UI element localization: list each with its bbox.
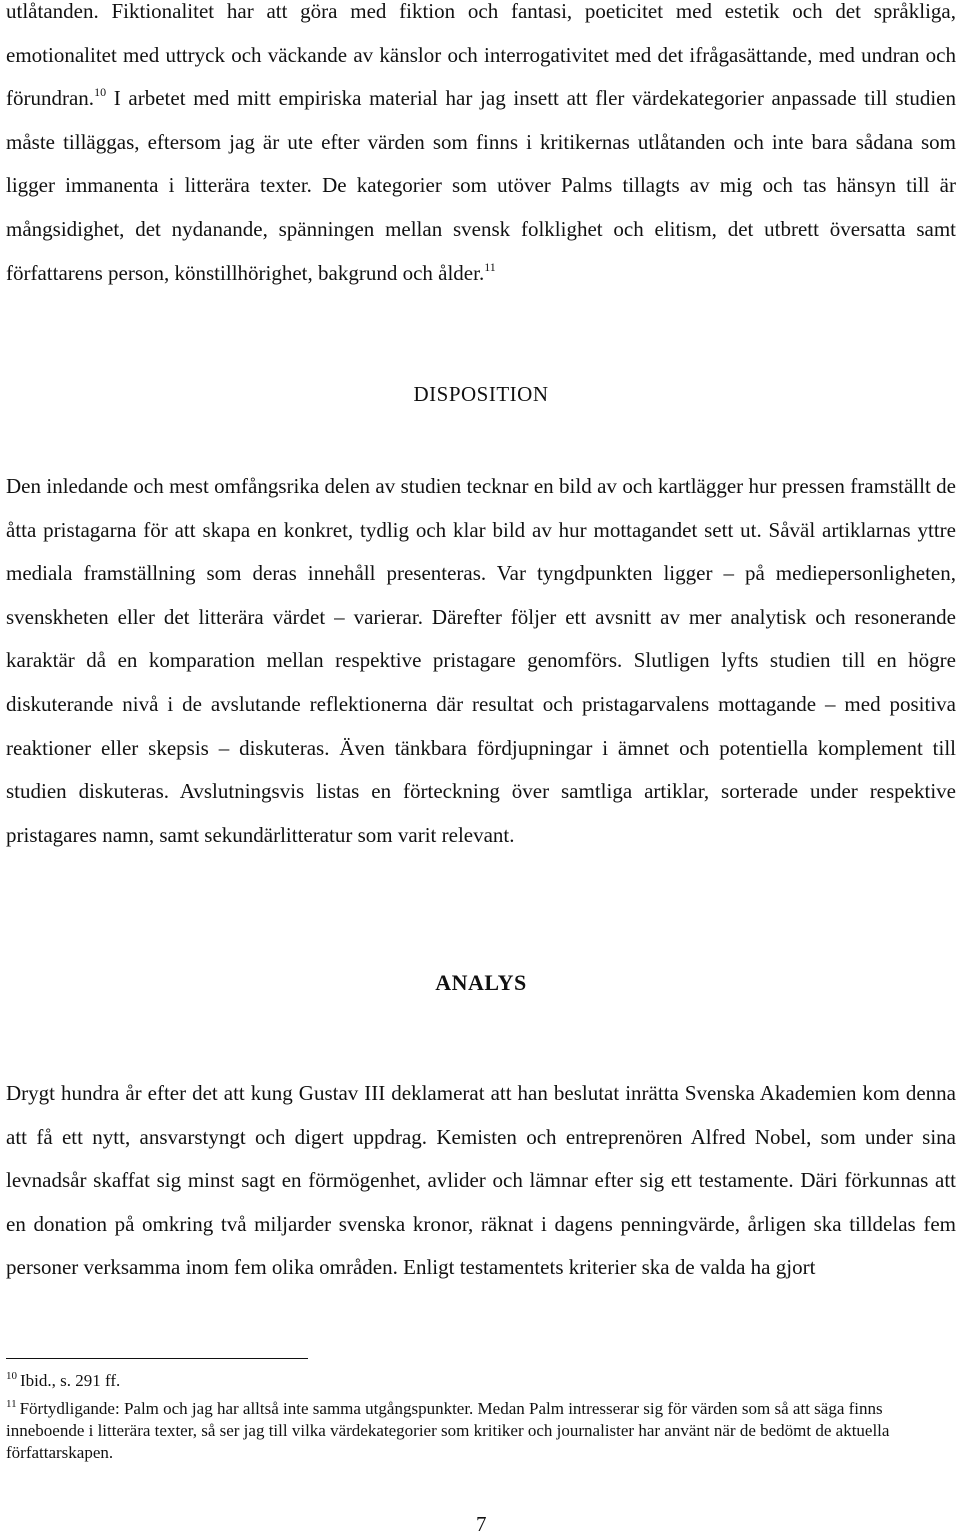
- body-paragraph-disposition: Den inledande och mest omfångsrika delen av studien tecknar en bild av och kartlägger hur pressen framställt de åtta pristagarna för att skapa en konkret, tydlig och klar bild av hur mottagandet sett ut. Såväl artiklarnas yttre mediala framställning som deras innehåll presenteras. Var tyngdpunkten ligger – på mediepersonligheten, svenskheten eller det litterära värdet – varierar. Därefter följer ett avsnitt av mer analytisk och resonerande karaktär då en komparation mellan respektive pristagare genomförs. Slutligen lyfts studien till en högre diskuterande nivå i de avslutande reflektionerna där resultat och pristagarvalens mottagande – med positiva reaktioner eller skepsis – diskuteras. Även tänkbara fördjupningar i ämnet och potentiella komplement till studien diskuteras. Avslutningsvis listas en förteckning över samtliga artiklar, sorterade under respektive pristagares namn, samt sekundärlitteratur som varit relevant.: [6, 474, 956, 847]
- footnote: [6, 1370, 956, 1392]
- footnote: [6, 1398, 956, 1464]
- body-paragraph-analys: Drygt hundra år efter det att kung Gustav III deklamerat att han beslutat inrätta Svenska Akademien kom denna att få ett nytt, ansvarstyngt och digert uppdrag. Kemisten och entreprenören Alfred Nobel, som under sina levnadsår skaffat sig minst sagt en förmögenhet, avlider och lämnar efter sig ett testamente. Däri förkunnas att en donation på omkring två miljarder svenska kronor, räknat i dagens penningvärde, årligen ska tilldelas fem personer verksamma inom fem olika områden. Enligt testamentets kriterier ska de valda ha gjort: [6, 1081, 956, 1280]
- footnote-number: 11: [6, 1398, 17, 1410]
- section-heading-disposition: DISPOSITION: [413, 382, 549, 406]
- paragraph-text: utlåtanden. Fiktionalitet har att göra med fiktion och fantasi, poeticitet med estetik och det språkliga, emotionalitet med uttryck och väckande av känslor och interrogativitet med det ifrågasättande, med undran och förundran.: [6, 0, 956, 111]
- section-heading-analys: ANALYS: [435, 970, 527, 995]
- footnote-number: 10: [6, 1370, 17, 1382]
- footnote-ref[interactable]: 10: [94, 85, 107, 100]
- paragraph-text: I arbetet med mitt empiriska material har jag insett att fler värdekategorier anpassade till studien måste tilläggas, eftersom jag är ute efter värden som finns i kritikernas utlåtanden och inte bara sådana som ligger immanenta i litterära texter. De kategorier som utöver Palms tillagts av mig och tas hänsyn till är mångsidighet, det nydanande, spänningen mellan svensk folklighet och elitism, det utbrett översatta samt författarens person, könstillhörighet, bakgrund och ålder.: [6, 86, 956, 285]
- footnote-text: Ibid., s. 291 ff.: [20, 1371, 121, 1390]
- footnote-ref[interactable]: 11: [484, 259, 496, 274]
- page-number: 7: [476, 1512, 487, 1536]
- footnote-text: Förtydligande: Palm och jag har alltså inte samma utgångspunkter. Medan Palm intresserar sig för värden som så att säga finns inneboende i litterära texter, så ser jag till vilka värdekategorier som kritiker och journalister har använt när de bedömt de aktuella författarskapen.: [6, 1399, 890, 1462]
- body-paragraph-values: [6, 0, 956, 295]
- footnote-divider: [6, 1358, 308, 1359]
- footnotes: [6, 1370, 956, 1470]
